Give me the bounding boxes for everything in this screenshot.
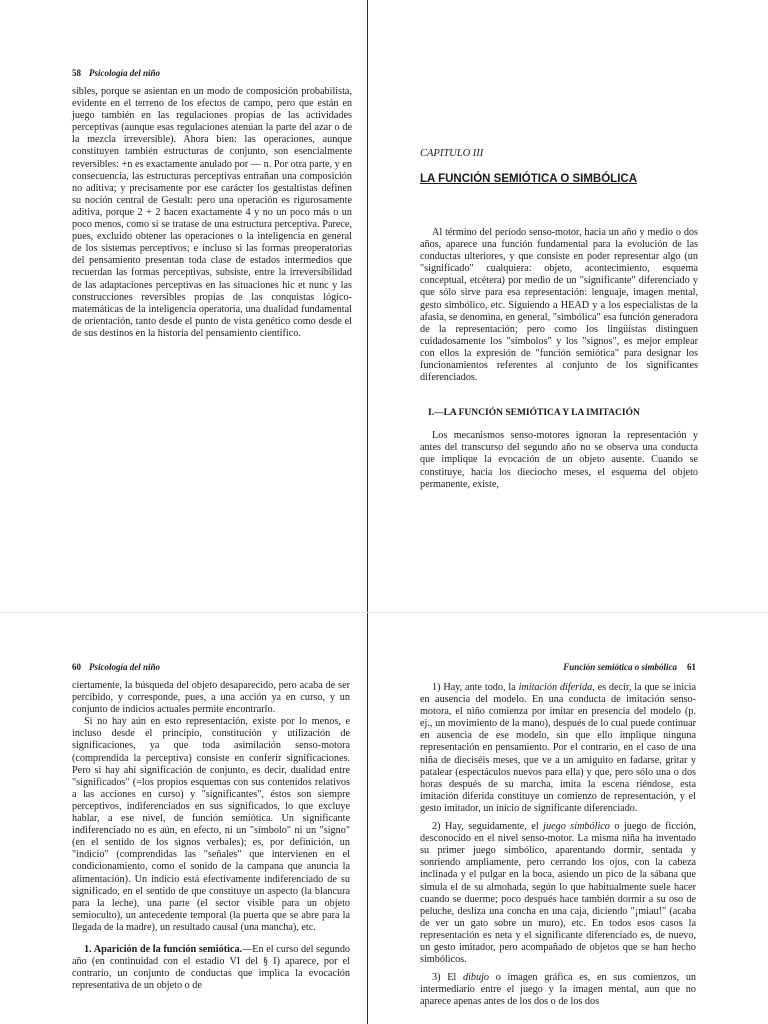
item-prefix: 3) El (432, 972, 463, 984)
page-number: 58 (72, 68, 81, 78)
subsection-paragraph (72, 944, 350, 992)
item-prefix: 1) Hay, ante todo, la (432, 682, 519, 693)
page-number: 60 (72, 662, 81, 672)
subsection-title: 1. Aparición de la función semiótica. (84, 943, 243, 955)
item-text: , es decir, la que se inicia en ausencia del modelo. En una conducta de imitación senso-motora, el niño comienza por imitar en presencia del modelo (p. ej., un movimiento de la mano), después de lo cual puede continuar en ausencia de ese modelo, sin que ello implique ninguna representación en pensamiento. Por el contrario, en el caso de una niña de dieciséis meses, que ve a un amiguito en fadarse, gritar y patalear (espectáculos nuevos para ella) y que, pero sólo una o dos horas después de su marcha, imita la escena riéndose, esta imitación diferida constituye un comienzo de representación, y el gesto imitador, un inicio de significante diferenciado. (420, 682, 696, 814)
spread-divider-horizontal (0, 612, 768, 613)
page-58 (72, 68, 352, 340)
body-text (420, 227, 698, 384)
body-text (72, 86, 352, 340)
subsection-text: —En el curso del segundo año (en continuidad con el estadio VI del § I) aparece, por el contrario, un conjunto de conductas que implica la evocación representativa de un objeto o de (72, 943, 351, 992)
running-head (72, 662, 350, 672)
chapter-label: CAPITULO III (420, 148, 484, 159)
item-term: juego simbólico (543, 821, 610, 833)
page-60 (72, 662, 350, 992)
item-text: o juego de ficción, desconocido en el nivel senso-motor. La misma niña ha inventado su primer juego simbólico, aparentando dormir, sentada y sonriendo ampliamente, pero cerrando los ojos, con la cabeza inclinada y el pulgar en la boca, asiendo un pico de la sábana que simula el de su almohada, según lo que habitualmente suele hacer cuando se duerme; poco después hace también dormir a su oso de peluche, desliza una concha en una caja, diciendo "¡miau!" (acaba de ver un gato sobre un muro), etc. En todos esos casos la representación es neta y el significante diferenciado es, de nuevo, un gesto imitador, pero acompañado de objetos que se han hecho simbólicos. (420, 821, 696, 966)
page-61 (420, 662, 696, 1008)
body-text (420, 682, 696, 1008)
spread-divider-vertical (367, 0, 368, 1024)
section-heading: I.—LA FUNCIÓN SEMIÓTICA Y LA IMITACIÓN (428, 408, 640, 419)
body-text (420, 430, 698, 490)
section-paragraph: Los mecanismos senso-motores ignoran la representación y antes del transcurso del segundo año no se observa una conducta que implique la evocación de un objeto ausente. Cuando se constituye, hacia los dieciocho meses, el esquema del objeto permanente, existe, (420, 430, 698, 490)
running-head (72, 68, 352, 78)
item-text: o imagen gráfica es, en sus comienzos, un intermediario entre el juego y la imagen mental, aun que no aparece apenas antes de los dos o de los dos (420, 972, 697, 1008)
list-item (420, 821, 696, 966)
paragraph: Si no hay aún en esto representación, existe por lo menos, e incluso desde el principio, constitución y utilización de significaciones, ya que toda asimilación senso-motora (comprendida la perceptiva) consiste en conferir significaciones. Pero si hay ahí significación de conjunto, es decir, dualidad entre "significados" (=los propios esquemas con sus contenidos relativos a las acciones en curso) y "significantes", éstos son siempre perceptivos, indiferenciados en sus significados, lo que excluye hablar, a ese nivel, de función semiótica. Un significante indiferenciado no es aún, en efecto, ni un "símbolo" ni un "signo" (en el sentido de los signos verbales); es, por definición, un "indicio" (comprendidas las "señales" que intervienen en el condicionamiento, como el sonido de la campana que anuncia la alimentación). Un indicio está efectivamente indiferenciado de su significado, en el sentido de que constituye un aspecto (la blancura para la leche), una parte (el sector visible para un objeto semioculto), un antecedente temporal (la puerta que se abre para la llegada de la madre), un resultado causal (una mancha), etc. (72, 716, 350, 933)
list-item (420, 682, 696, 815)
paragraph: ciertamente, la búsqueda del objeto desaparecido, pero acaba de ser percibido, y corresponde, pues, a una acción ya en curso, y un conjunto de indicios actuales permite encontrarlo. (72, 680, 350, 716)
paragraph: sibles, porque se asientan en un modo de composición probabilista, evidente en el terreno de los efectos de campo, pero que están en juego también en las regulaciones propias de las actividades perceptivas (aunque esas regulaciones atenúan la parte del azar o de la mezcla irreversible). Ahora bien: las operaciones, aunque constituyen también estructuras de conjunto, son esencialmente reversibles: +n es exactamente anulado por — n. Por otra parte, y en consecuencia, las estructuras perceptivas entrañan una composición no aditiva; y precisamente por ese carácter los gestaltistas definen su noción central de Gestalt: pero una operación es rigurosamente aditiva, porque 2 + 2 hacen exactamente 4 y no un poco más o un poco menos, como si se tratase de una estructura perceptiva. Parece, pues, excluido obtener las operaciones o la inteligencia en general de los sistemas perceptivos; e incluso si las formas preoperatorias del pensamiento presentan toda clase de estados intermedios que recuerdan las formas perceptivas, subsiste, entre la irreversibilidad de las adaptaciones perceptivas en las situaciones hic et nunc y las construcciones reversibles propias de las conquistas lógico-matemáticas de la inteligencia operatoria, una dualidad fundamental de orientación, tanto desde el punto de vista genético como desde el de sus destinos en la historia del pensamiento científico. (72, 86, 352, 339)
running-head-title: Psicología del niño (89, 662, 161, 672)
running-head (420, 662, 696, 672)
item-prefix: 2) Hay, seguidamente, el (432, 821, 544, 833)
page-59 (420, 148, 698, 491)
body-text (72, 680, 350, 992)
running-head-title: Función semiótica o simbólica (563, 662, 677, 672)
page-number: 61 (687, 662, 696, 672)
chapter-title: LA FUNCIÓN SEMIÓTICA O SIMBÓLICA (420, 173, 638, 185)
list-item (420, 972, 696, 1008)
running-head-title: Psicología del niño (89, 68, 161, 78)
item-term: imitación diferida (518, 682, 593, 693)
item-term: dibujo (462, 972, 490, 984)
intro-paragraph: Al término del período senso-motor, hacia un año y medio o dos años, aparece una función fundamental para la evolución de las conductas ulteriores, y que consiste en poder representar algo (un "significado" cualquiera: objeto, acontecimiento, esquema conceptual, etcétera) por medio de un "significante" diferenciado y que sólo sirve para esa representación: lenguaje, imagen mental, gesto simbólico, etc. Siguiendo a HEAD y a los especialistas de la afasia, se denomina, en general, "simbólica" esa función generadora de la representación; pero como los lingüistas distinguen cuidadosamente los "símbolos" y los "signos", es mejor emplear con ellos la expresión de "función semiótica" para designar los funcionamientos referentes al conjunto de los significantes diferenciados. (420, 227, 698, 384)
